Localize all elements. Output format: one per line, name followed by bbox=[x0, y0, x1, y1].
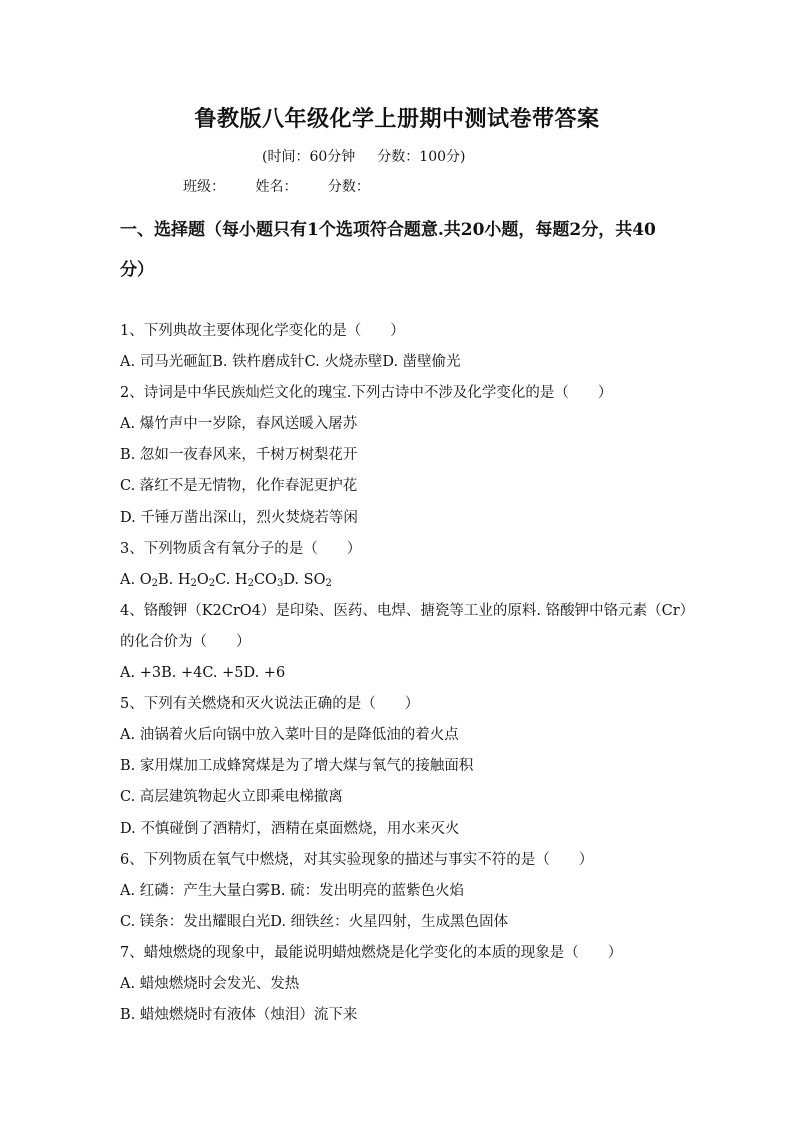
q3-option-c-subscript-1: 2 bbox=[247, 577, 254, 589]
q3-option-a-subscript: 2 bbox=[151, 577, 158, 589]
q3-option-b: B. H bbox=[157, 571, 191, 588]
q3-option-d: D. SO bbox=[283, 571, 326, 588]
question-6-stem: 6、下列物质在氧气中燃烧，对其实验现象的描述与事实不符的是（ ） bbox=[120, 851, 594, 868]
score-info: 分数：100分) bbox=[377, 149, 466, 165]
question-6-options-ab: A. 红磷：产生大量白雾B. 硫：发出明亮的蓝紫色火焰 bbox=[120, 882, 465, 899]
question-7-stem: 7、蜡烛燃烧的现象中，最能说明蜡烛燃烧是化学变化的本质的现象是（ ） bbox=[120, 944, 623, 961]
question-2-option-b: B. 忽如一夜春风来，千树万树梨花开 bbox=[120, 447, 358, 464]
question-3-options bbox=[120, 565, 690, 596]
q3-option-a: A. O bbox=[120, 571, 152, 588]
question-2-option-a: A. 爆竹声中一岁除，春风送暖入屠苏 bbox=[120, 416, 358, 433]
q3-option-b-mid: O bbox=[196, 571, 209, 588]
question-4-stem: 4、铬酸钾（K2CrO4）是印染、医药、电焊、搪瓷等工业的原料. 铬酸钾中铬元素（Cr）的化合价为（ ） bbox=[120, 602, 687, 650]
question-1-options: A. 司马光砸缸B. 铁杵磨成针C. 火烧赤壁D. 凿壁偷光 bbox=[120, 354, 461, 371]
q3-option-c: C. H bbox=[215, 571, 248, 588]
q3-option-c-subscript-2: 3 bbox=[276, 577, 284, 589]
class-label: 班级： bbox=[183, 179, 225, 195]
question-5-option-b: B. 家用煤加工成蜂窝煤是为了增大煤与氧气的接触面积 bbox=[120, 758, 474, 775]
exam-info bbox=[262, 146, 465, 166]
student-info-line bbox=[183, 176, 396, 196]
question-1-stem: 1、下列典故主要体现化学变化的是（ ） bbox=[120, 323, 405, 339]
question-3-stem: 3、下列物质含有氧分子的是（ ） bbox=[120, 540, 362, 557]
question-list bbox=[120, 316, 690, 1031]
question-4-options: A. +3B. +4C. +5D. +6 bbox=[120, 665, 286, 682]
name-label: 姓名： bbox=[255, 179, 298, 195]
time-info: (时间：60分钟 bbox=[262, 149, 356, 165]
section-heading: 一、选择题（每小题只有1个选项符合题意.共20小题，每题2分，共40分） bbox=[120, 220, 656, 280]
question-5-option-d: D. 不慎碰倒了酒精灯，酒精在桌面燃烧，用水来灭火 bbox=[120, 820, 460, 837]
question-2-stem: 2、诗词是中华民族灿烂文化的瑰宝.下列古诗中不涉及化学变化的是（ ） bbox=[120, 385, 613, 402]
q3-option-b-subscript-2: 2 bbox=[208, 577, 216, 589]
question-5-option-c: C. 高层建筑物起火立即乘电梯撤离 bbox=[120, 789, 343, 806]
question-7-option-a: A. 蜡烛燃烧时会发光、发热 bbox=[120, 975, 300, 992]
question-5-stem: 5、下列有关燃烧和灭火说法正确的是（ ） bbox=[120, 696, 420, 713]
question-5-option-a: A. 油锅着火后向锅中放入菜叶目的是降低油的着火点 bbox=[120, 727, 459, 744]
question-2-option-c: C. 落红不是无情物，化作春泥更护花 bbox=[120, 478, 358, 495]
q3-option-c-mid: CO bbox=[253, 571, 277, 588]
q3-option-b-subscript-1: 2 bbox=[190, 577, 197, 589]
score-label: 分数： bbox=[327, 179, 370, 195]
question-2-option-d: D. 千锤万凿出深山，烈火焚烧若等闲 bbox=[120, 509, 358, 526]
q3-option-d-subscript: 2 bbox=[325, 577, 332, 589]
question-6-options-cd: C. 镁条：发出耀眼白光D. 细铁丝：火星四射，生成黑色固体 bbox=[120, 913, 509, 930]
question-7-option-b: B. 蜡烛燃烧时有液体（烛泪）流下来 bbox=[120, 1007, 358, 1024]
page-title: 鲁教版八年级化学上册期中测试卷带答案 bbox=[194, 106, 600, 132]
